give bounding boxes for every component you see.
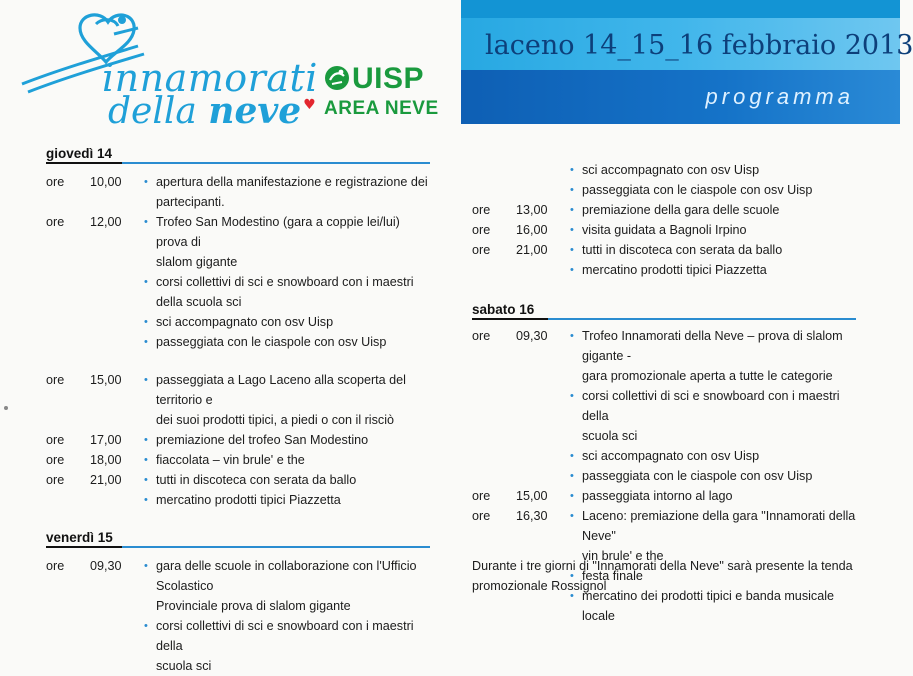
activity-line: • mercatino dei prodotti tipici e banda musicale locale xyxy=(570,586,867,626)
uisp-runner-icon xyxy=(322,64,352,92)
activity-line: • apertura della manifestazione e registrazione dei xyxy=(144,172,434,192)
day-header-label: sabato 16 xyxy=(472,302,535,317)
activity-line: • mercatino prodotti tipici Piazzetta xyxy=(144,490,434,510)
ore-label: ore xyxy=(46,175,65,189)
day-rows xyxy=(46,172,434,510)
ore-label: ore xyxy=(472,243,491,257)
closing-note xyxy=(472,556,872,596)
activity-line: • mercatino prodotti tipici Piazzetta xyxy=(570,260,867,280)
activity-line: • Trofeo San Modestino (gara a coppie lei/lui) prova di xyxy=(144,212,434,252)
activity-line: • corsi collettivi di sci e snowboard con i maestri della xyxy=(570,386,867,426)
schedule-row xyxy=(472,240,867,260)
schedule-row xyxy=(46,172,434,212)
ore-label: ore xyxy=(46,453,65,467)
activity-line: • visita guidata a Bagnoli Irpino xyxy=(570,220,867,240)
activity-line: • sci accompagnato con osv Uisp xyxy=(570,446,867,466)
day-underline-dark xyxy=(472,318,548,320)
ore-label: ore xyxy=(472,489,491,503)
schedule-left-column xyxy=(46,146,434,676)
time-value: 12,00 xyxy=(90,215,122,229)
activity-text xyxy=(144,272,434,312)
activity-line: • passeggiata a Lago Laceno alla scoperta del territorio e xyxy=(144,370,434,410)
ore-label xyxy=(46,312,90,332)
schedule-row xyxy=(472,180,867,200)
schedule-row xyxy=(46,272,434,312)
schedule-row xyxy=(46,212,434,272)
activity-line: • gara delle scuole in collaborazione con l'Ufficio Scolastico xyxy=(144,556,434,596)
activity-line: • corsi collettivi di sci e snowboard con i maestri xyxy=(144,272,434,292)
activity-line: • passeggiata intorno al lago xyxy=(570,486,867,506)
day-header-label: venerdì 15 xyxy=(46,530,113,545)
time-value: 17,00 xyxy=(90,433,122,447)
activity-line: • premiazione del trofeo San Modestino xyxy=(144,430,434,450)
program-label: programma xyxy=(705,84,854,109)
schedule-row xyxy=(46,332,434,352)
note-line: promozionale Rossignol xyxy=(472,579,607,593)
day-venerdi xyxy=(46,530,434,676)
schedule-row xyxy=(472,160,867,180)
innamorati-logo xyxy=(18,6,318,131)
uisp-name: UISP xyxy=(352,62,425,95)
time-value: 10,00 xyxy=(90,175,122,189)
activity-line: • Laceno: premiazione della gara "Innamorati della Neve" xyxy=(570,506,867,546)
schedule-row xyxy=(46,556,434,616)
band-top-strip xyxy=(461,0,900,18)
schedule-row xyxy=(472,486,867,506)
brand-title-line2 xyxy=(108,90,314,132)
brand-title-line1: innamorati xyxy=(102,56,318,100)
activity-line-cont: dei suoi prodotti tipici, a piedi o con il risciò xyxy=(156,413,395,427)
time-value: 21,00 xyxy=(516,243,548,257)
schedule-row xyxy=(46,370,434,430)
activity-text xyxy=(570,220,867,240)
day-header-label: giovedì 14 xyxy=(46,146,113,161)
day-underline-dark xyxy=(46,162,122,164)
ore-label xyxy=(472,160,516,180)
schedule-row xyxy=(472,466,867,486)
time-value: 15,00 xyxy=(516,489,548,503)
day-header xyxy=(472,302,867,320)
schedule-row xyxy=(46,312,434,332)
uisp-area-label: AREA NEVE xyxy=(324,98,439,119)
schedule-row xyxy=(46,430,434,450)
ore-label: ore xyxy=(472,509,491,523)
time-value xyxy=(90,272,144,312)
activity-line-cont: partecipanti. xyxy=(156,195,225,209)
activity-text xyxy=(144,370,434,430)
schedule-row xyxy=(46,490,434,510)
ore-label xyxy=(46,332,90,352)
activity-text xyxy=(144,556,434,616)
note-line: Durante i tre giorni di "Innamorati della Neve" sarà presente la tenda xyxy=(472,559,853,573)
schedule-row xyxy=(46,450,434,470)
schedule-row xyxy=(46,616,434,676)
schedule-row xyxy=(472,260,867,280)
heart-icon: ♥ xyxy=(303,97,316,113)
ore-label: ore xyxy=(46,215,65,229)
time-value: 15,00 xyxy=(90,373,122,387)
day-giovedi xyxy=(46,146,434,510)
header-band xyxy=(461,0,913,124)
day-rows xyxy=(472,160,867,280)
time-value: 09,30 xyxy=(516,329,548,343)
activity-line: • fiaccolata – vin brule' e the xyxy=(144,450,434,470)
activity-text xyxy=(570,446,867,466)
time-value: 18,00 xyxy=(90,453,122,467)
activity-text xyxy=(570,160,867,180)
ore-label: ore xyxy=(46,559,65,573)
ore-label xyxy=(46,490,90,510)
time-value: 09,30 xyxy=(90,559,122,573)
day-underline-dark xyxy=(46,546,122,548)
activity-line: • tutti in discoteca con serata da ballo xyxy=(144,470,434,490)
activity-line: • Trofeo Innamorati della Neve – prova di slalom gigante - xyxy=(570,326,867,366)
time-value: 16,30 xyxy=(516,509,548,523)
activity-line: • passeggiata con le ciaspole con osv Uisp xyxy=(570,180,867,200)
time-value: 21,00 xyxy=(90,473,122,487)
brand-word-neve: neve xyxy=(208,90,302,132)
ore-label xyxy=(472,260,516,280)
activity-line: • sci accompagnato con osv Uisp xyxy=(144,312,434,332)
schedule-row xyxy=(472,446,867,466)
activity-line: • sci accompagnato con osv Uisp xyxy=(570,160,867,180)
activity-line-cont: Provinciale prova di slalom gigante xyxy=(156,599,351,613)
ore-label xyxy=(46,616,90,676)
activity-text xyxy=(144,430,434,450)
time-value: 16,00 xyxy=(516,223,548,237)
activity-text xyxy=(144,312,434,332)
time-value xyxy=(516,180,570,200)
schedule-row xyxy=(472,200,867,220)
activity-line-cont: scuola sci xyxy=(156,659,212,673)
time-value: 13,00 xyxy=(516,203,548,217)
activity-text xyxy=(144,212,434,272)
time-value xyxy=(516,160,570,180)
time-value xyxy=(90,332,144,352)
ore-label xyxy=(46,272,90,312)
time-value xyxy=(516,260,570,280)
activity-line: • passeggiata con le ciaspole con osv Uisp xyxy=(144,332,434,352)
ore-label: ore xyxy=(46,373,65,387)
ore-label xyxy=(472,466,516,486)
activity-text xyxy=(570,386,867,446)
activity-text xyxy=(570,240,867,260)
brand-word-della: della xyxy=(108,91,209,132)
activity-line-cont: della scuola sci xyxy=(156,295,242,309)
activity-text xyxy=(144,450,434,470)
row-gap xyxy=(46,352,434,370)
schedule-row xyxy=(472,326,867,386)
ore-label: ore xyxy=(472,223,491,237)
activity-line-cont: scuola sci xyxy=(582,429,638,443)
ore-label xyxy=(472,386,516,446)
schedule-row xyxy=(472,386,867,446)
activity-text xyxy=(570,326,867,386)
day-header xyxy=(46,530,434,548)
time-value xyxy=(516,386,570,446)
activity-text xyxy=(144,470,434,490)
ore-label: ore xyxy=(472,329,491,343)
ore-label: ore xyxy=(46,433,65,447)
activity-text xyxy=(570,486,867,506)
activity-text xyxy=(144,172,434,212)
time-value xyxy=(90,490,144,510)
activity-line: • corsi collettivi di sci e snowboard con i maestri della xyxy=(144,616,434,656)
day-header xyxy=(46,146,434,164)
activity-line-cont: slalom gigante xyxy=(156,255,238,269)
time-value xyxy=(516,466,570,486)
activity-text xyxy=(570,466,867,486)
ore-label: ore xyxy=(46,473,65,487)
schedule-row xyxy=(472,220,867,240)
schedule-row xyxy=(46,470,434,490)
time-value xyxy=(90,312,144,332)
ore-label: ore xyxy=(472,203,491,217)
activity-text xyxy=(570,180,867,200)
activity-text xyxy=(144,490,434,510)
uisp-logo xyxy=(322,62,452,124)
activity-text xyxy=(144,332,434,352)
activity-text xyxy=(144,616,434,676)
activity-line: • tutti in discoteca con serata da ballo xyxy=(570,240,867,260)
day-rows xyxy=(46,556,434,676)
activity-line: • passeggiata con le ciaspole con osv Uisp xyxy=(570,466,867,486)
activity-line-cont: vin brule' e the xyxy=(582,549,664,563)
activity-text xyxy=(570,200,867,220)
ore-label xyxy=(472,446,516,466)
scan-mark xyxy=(4,406,8,410)
time-value xyxy=(90,616,144,676)
activity-line: • premiazione della gara delle scuole xyxy=(570,200,867,220)
ore-label xyxy=(472,180,516,200)
event-title: laceno 14_15_16 febbraio 2013 xyxy=(485,30,913,61)
activity-text xyxy=(570,260,867,280)
time-value xyxy=(516,446,570,466)
activity-line: • festa finale xyxy=(570,566,867,586)
activity-line-cont: gara promozionale aperta a tutte le categorie xyxy=(582,369,833,383)
